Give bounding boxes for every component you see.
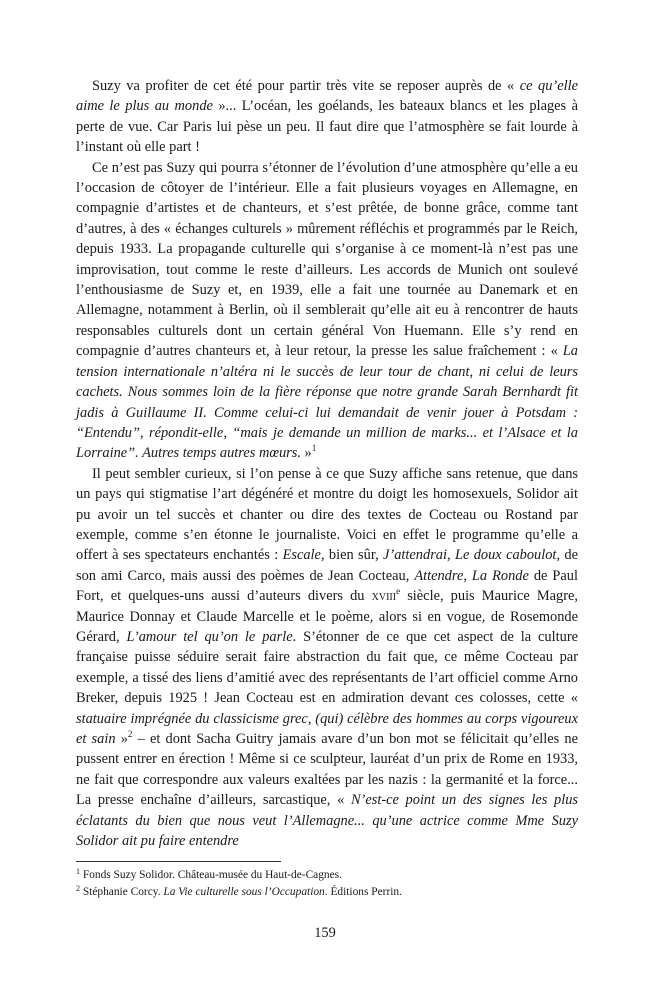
- italic-text: J’attendrai, Le doux caboulot: [383, 547, 557, 564]
- superscript: e: [396, 586, 401, 597]
- text-run: »: [300, 445, 312, 462]
- text-run: ,: [463, 567, 472, 584]
- footnote: [76, 884, 578, 901]
- text-run: , de son ami Carco, mais aussi des poèmes de Jean Cocteau,: [76, 547, 578, 584]
- italic-text: Attendre: [414, 567, 464, 584]
- superscript: 1: [76, 867, 80, 876]
- paragraph: [76, 76, 578, 158]
- small-caps-text: xviii: [371, 588, 397, 605]
- superscript: 2: [127, 729, 133, 739]
- text-run: Suzy va profiter de cet été pour partir très vite se reposer auprès de «: [92, 78, 520, 94]
- text-run: – et dont Sacha Guitry jamais avare d’un bon mot se félicitait qu’elles ne pussent entrer en érection ! Même si ce sculpteur, lauréat d’un prix de Rome en 1933, ne fait que correspondre aux valeurs exaltées par les nazis : la germanité et la force... La presse enchaîne d’ailleurs, sarcastique, «: [76, 731, 578, 809]
- footnote-separator: [76, 861, 281, 862]
- italic-text: N’est-ce point un des signes les plus éclatants du bien que nous veut l’Allemagne... qu’une actrice comme Mme Suzy Solidor ait pu faire entendre: [76, 792, 578, 850]
- text-run: »... L’océan, les goélands, les bateaux blancs et les plages à perte de vue. Car Paris lui pèse un peu. Il faut dire que l’atmosphère se fait lourde à l’instant où elle part !: [76, 98, 578, 156]
- text-run: siècle, puis Maurice Magre, Maurice Donnay et Claude Marcelle et le poème, alors si en vogue, de Rosemonde Gérard,: [76, 588, 578, 645]
- paragraph: [76, 464, 578, 852]
- text-run: , bien sûr,: [320, 547, 384, 564]
- italic-text: Escale: [282, 547, 321, 564]
- text-run: Ce n’est pas Suzy qui pourra s’étonner de l’évolution d’une atmosphère qu’elle a eu l’occasion de côtoyer de l’intérieur. Elle a fait plusieurs voyages en Allemagne, en compagnie d’artistes et de chanteurs, et s’est prêtée, de bonne grâce, comme tant d’autres, à des « échanges culturels » mûrement réfléchis et programmés par le Reich, depuis 1933. La propagande culturelle qui s’organise à ce moment-là n’est pas une improvisation, tout comme le reste d’ailleurs. Les accords de Munich ont soulevé l’enthousiasme de Suzy et, en 1939, elle a fait une tournée au Danemark et en Allemagne, notamment à Berlin, où il semblerait qu’elle ait eu à rencontrer de hauts responsables culturels dont un certain général Von Huemann. Elle s’y rend en compagnie d’autres chanteurs et, à leur retour, la presse les salue fraîchement : «: [76, 159, 578, 360]
- text-run: . Éditions Perrin.: [324, 886, 402, 898]
- footnotes: [76, 867, 578, 901]
- italic-text: statuaire imprégnée du classicisme grec, (qui) célèbre des hommes au corps vigoureux et sain: [76, 710, 578, 747]
- text-run: de Paul Fort, et quelques-uns aussi d’auteurs divers du: [76, 567, 578, 605]
- page-body: [76, 76, 578, 851]
- text-run: »: [115, 731, 128, 747]
- superscript: 1: [311, 443, 317, 454]
- text-run: Il peut sembler curieux, si l’on pense à ce que Suzy affiche sans retenue, que dans un pays qui stigmatise l’art dégénéré et montre du doigt les homosexuels, Solidor ait pu avoir un tel succès et chanter ou dire des textes de Cocteau ou Rostand par exemple, comme s’en étonne le journaliste. Voici en effet le programme qu’elle a offert à ses spectateurs enchantés :: [76, 465, 578, 564]
- italic-text: La Vie culturelle sous l’Occupation: [163, 886, 325, 898]
- italic-text: L’amour tel qu’on le parle: [126, 628, 293, 645]
- text-run: Fonds Suzy Solidor. Château-musée du Haut-de-Cagnes.: [80, 869, 342, 881]
- page-number: 159: [314, 925, 336, 941]
- text-run: Stéphanie Corcy.: [80, 886, 164, 898]
- superscript: 2: [76, 884, 80, 893]
- italic-text: ce qu’elle aime le plus au monde: [76, 78, 578, 115]
- footnote: [76, 867, 578, 884]
- text-run: . S’étonner de ce que cet aspect de la culture française puisse séduire serait faire abstraction du fait que, ce même Cocteau par exemple, a tissé des liens d’amitié avec des représentants de l’art officiel comme Arno Breker, depuis 1925 ! Jean Cocteau est en admiration devant ces colosses, cette «: [76, 628, 578, 707]
- paragraph: [76, 158, 578, 464]
- italic-text: La Ronde: [471, 567, 529, 584]
- italic-text: La tension internationale n’altéra ni le succès de leur tour de chant, ni celui de leurs cachets. Nous sommes loin de la fière réponse que notre grande Sarah Bernhardt fit jadis à Guillaume II. Comme celui-ci lui demandait de venir jouer à Potsdam : “Entendu”, répondit-elle, “mais je demande un million de marks... et l’Alsace et la Lorraine”. Autres temps autres mœurs.: [76, 343, 578, 462]
